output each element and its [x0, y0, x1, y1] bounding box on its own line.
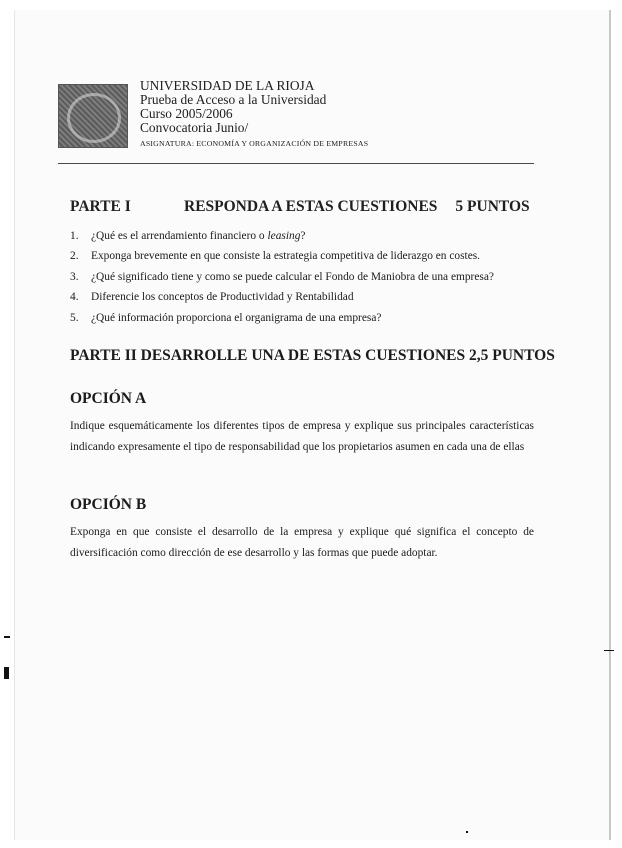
option-b-title: OPCIÓN B [70, 496, 147, 513]
question-item: 2. Exponga brevemente en que consiste la estrategia competitiva de liderazgo en costes. [70, 250, 481, 263]
question-item: 5. ¿Qué información proporciona el organigrama de una empresa? [70, 311, 382, 324]
exam-name: Prueba de Acceso a la Universidad [140, 92, 327, 107]
part1-section [70, 198, 550, 328]
option-a-title: OPCIÓN A [70, 390, 147, 407]
option-b [70, 496, 534, 563]
part1-title [70, 198, 550, 216]
question-item: 3. ¿Qué significado tiene y como se puede calcular el Fondo de Maniobra de una empresa? [70, 270, 494, 283]
part1-points: 5 PUNTOS [455, 198, 530, 215]
scan-edge-mark [604, 650, 614, 651]
option-a-body: Indique esquemáticamente los diferentes tipos de empresa y explique sus principales características indicando expresamente el tipo de responsabilidad que los propietarios asumen en cada una de ellas [70, 420, 534, 453]
part1-label: PARTE I [70, 198, 131, 215]
exam-session: Convocatoria Junio/ [140, 120, 249, 135]
scan-edge-mark [4, 667, 9, 679]
option-a [70, 390, 534, 457]
part2-title: PARTE II DESARROLLE UNA DE ESTAS CUESTIONES 2,5 PUNTOS [70, 347, 555, 364]
scan-dot [466, 831, 468, 833]
option-b-body: Exponga en que consiste el desarrollo de la empresa y explique qué significa el concepto de diversificación como dirección de ese desarrollo y las formas que puede adoptar. [70, 526, 534, 559]
question-item: 1. ¿Qué es el arrendamiento financiero o leasing? [70, 230, 306, 242]
header-divider [58, 163, 534, 164]
university-name: UNIVERSIDAD DE LA RIOJA [140, 78, 315, 93]
subject-name: ASIGNATURA: ECONOMÍA Y ORGANIZACIÓN DE EMPRESAS [140, 139, 369, 148]
scan-edge-mark [4, 636, 10, 638]
university-logo [58, 84, 128, 148]
question-item: 4. Diferencie los conceptos de Productividad y Rentabilidad [70, 291, 354, 304]
part1-instruction: RESPONDA A ESTAS CUESTIONES [184, 198, 438, 215]
course-year: Curso 2005/2006 [140, 106, 233, 121]
question-list [70, 226, 550, 328]
